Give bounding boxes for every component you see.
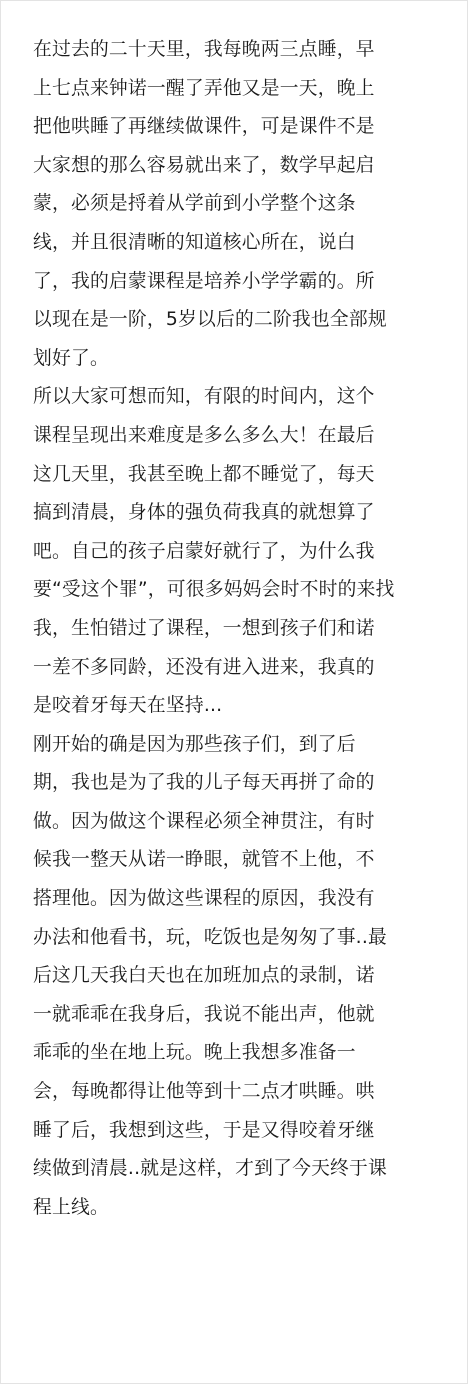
text-line: 了，我的启蒙课程是培养小学学霸的。所	[33, 270, 375, 292]
text-line: 办法和他看书，玩，吃饭也是匆匆了事..最	[33, 926, 388, 948]
text-line: 期，我也是为了我的儿子每天再拼了命的	[33, 772, 375, 794]
text-line: 搭理他。因为做这些课程的原因，我没有	[33, 888, 375, 910]
text-line: 大家想的那么容易就出来了，数学早起启	[33, 154, 375, 176]
text-line: 吧。自己的孩子启蒙好就行了，为什么我	[33, 540, 375, 562]
text-line: 我，生怕错过了课程，一想到孩子们和诺	[33, 617, 375, 639]
text-line: 上七点来钟诺一醒了弄他又是一天，晚上	[33, 77, 375, 99]
text-line: 搞到清晨，身体的强负荷我真的就想算了	[33, 502, 375, 524]
text-line: 是咬着牙每天在坚持...	[33, 695, 223, 717]
paragraph	[33, 31, 445, 378]
paragraph	[33, 726, 445, 1228]
text-line: 做。因为做这个课程必须全神贯注，有时	[33, 810, 375, 832]
text-line: 蒙，必须是捋着从学前到小学整个这条	[33, 193, 356, 215]
text-line: 一就乖乖在我身后，我说不能出声，他就	[33, 1003, 375, 1025]
text-line: 续做到清晨..就是这样，才到了今天终于课	[33, 1158, 388, 1180]
text-line: 会，每晚都得让他等到十二点才哄睡。哄	[33, 1081, 375, 1103]
text-line: 以现在是一阶，5岁以后的二阶我也全部规	[33, 309, 387, 331]
text-line: 划好了。	[33, 347, 109, 369]
text-line: 要“受这个罪”，可很多妈妈会时不时的来找	[33, 579, 395, 601]
paragraph	[33, 378, 445, 725]
text-line: 线，并且很清晰的知道核心所在，说白	[33, 231, 356, 253]
text-line: 所以大家可想而知，有限的时间内，这个	[33, 386, 375, 408]
text-line: 一差不多同龄，还没有进入进来，我真的	[33, 656, 375, 678]
text-line: 后这几天我白天也在加班加点的录制，诺	[33, 965, 375, 987]
text-line: 在过去的二十天里，我每晚两三点睡，早	[33, 39, 375, 60]
article-body	[33, 31, 445, 1227]
text-line: 程上线。	[33, 1196, 109, 1218]
text-line: 这几天里，我甚至晚上都不睡觉了，每天	[33, 463, 375, 485]
text-line: 乖乖的坐在地上玩。晚上我想多准备一	[33, 1042, 356, 1064]
text-line: 刚开始的确是因为那些孩子们，到了后	[33, 733, 356, 755]
text-line: 课程呈现出来难度是多么多么大！在最后	[33, 424, 375, 446]
text-line: 把他哄睡了再继续做课件，可是课件不是	[33, 116, 375, 138]
text-line: 候我一整天从诺一睁眼，就管不上他，不	[33, 849, 375, 871]
text-line: 睡了后，我想到这些，于是又得咬着牙继	[33, 1119, 375, 1141]
